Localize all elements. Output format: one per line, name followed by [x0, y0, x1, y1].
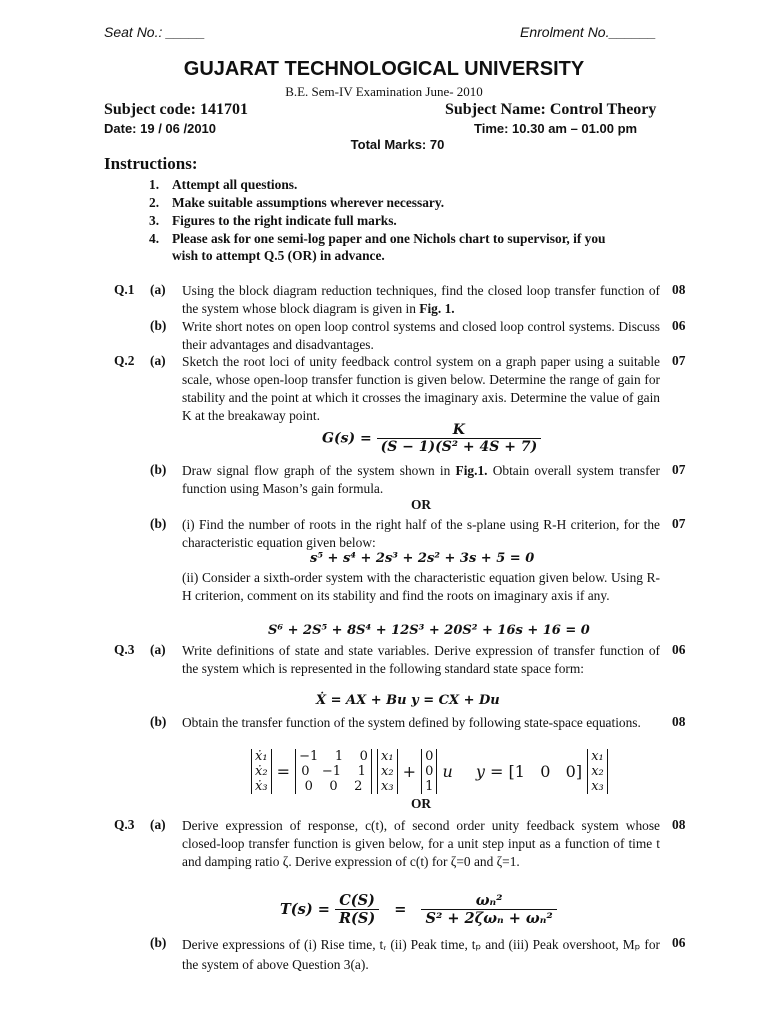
question-text: Obtain the transfer function of the system defined by following state-space equations.: [182, 715, 641, 730]
or-divider: OR: [410, 497, 432, 512]
question-text: Draw signal flow graph of the system shown in Fig.1. Obtain overall system transfer function using Mason’s gain formula.: [182, 463, 660, 496]
instruction-num: 3.: [149, 213, 160, 228]
state-space-equation: Ẋ = AX + Bu y = CX + Du: [316, 693, 500, 708]
question-number: Q.3: [114, 642, 135, 657]
state-vector: x₁ x₂ x₃: [587, 749, 608, 794]
instruction-text: Attempt all questions.: [172, 177, 298, 192]
instruction-text-cont: wish to attempt Q.5 (OR) in advance.: [172, 248, 385, 263]
part-label: (a): [150, 353, 166, 368]
instruction-text: Make suitable assumptions wherever necessary.: [172, 195, 445, 210]
marks: 08: [672, 817, 686, 832]
part-label: (a): [150, 642, 166, 657]
state-space-matrix-equation: ẋ₁ ẋ₂ ẋ₃ = −1 1 0 0 −1 1 0 0 2 x₁ x₂ x₃ + 0 0 1 u y = [1 0 0] x₁ x₂ x₃: [251, 749, 608, 794]
question-text: (i) Find the number of roots in the right half of the s-plane using R-H criterion, for the characteristic equation given below:: [182, 517, 660, 550]
part-label: (b): [150, 935, 167, 950]
university-title: GUJARAT TECHNOLOGICAL UNIVERSITY: [183, 58, 585, 80]
total-marks: Total Marks: 70: [350, 137, 445, 152]
question-text: Write short notes on open loop control systems and closed loop control systems. Discuss their advantages and disadvantages.: [182, 319, 660, 352]
marks: 07: [672, 516, 686, 531]
question-number: Q.2: [114, 353, 135, 368]
or-divider: OR: [410, 796, 432, 811]
closed-loop-transfer-function: T(s) = $\frac{C(S)}{R(S)}$ = $\frac{\text{ωₙ²}}{\text{S² + 2ζωₙ + ωₙ²}}$: [280, 892, 557, 927]
part-label: (a): [150, 282, 166, 297]
state-vector: x₁ x₂ x₃: [377, 749, 398, 794]
instruction-text: Figures to the right indicate full marks.: [172, 213, 397, 228]
characteristic-equation: s⁵ + s⁴ + 2s³ + 2s² + 3s + 5 = 0: [310, 551, 535, 566]
input-matrix-b: 0 0 1: [421, 749, 437, 794]
exam-time: Time: 10.30 am – 01.00 pm: [474, 121, 638, 136]
output-matrix-c: [1 0 0]: [508, 762, 583, 781]
part-label: (b): [150, 516, 167, 531]
marks: 06: [672, 642, 686, 657]
marks: 08: [672, 714, 686, 729]
state-derivative-vector: ẋ₁ ẋ₂ ẋ₃: [251, 749, 272, 794]
exam-date: Date: 19 / 06 /2010: [104, 121, 217, 136]
marks: 06: [672, 318, 686, 333]
seat-number-label: Seat No.: _____: [104, 24, 206, 40]
transfer-function-equation: G(s) = $\frac{K}{\text{(S − 1)(S² + 4S + 7)}}$: [322, 422, 541, 455]
question-text: Derive expressions of (i) Rise time, tᵣ (ii) Peak time, tₚ and (iii) Peak overshoot, Mₚ for the system of above Question 3(a).: [182, 937, 660, 972]
part-label: (b): [150, 318, 167, 333]
enrolment-number-label: Enrolment No.______: [520, 24, 657, 40]
marks: 07: [672, 353, 686, 368]
question-number: Q.3: [114, 817, 135, 832]
instruction-num: 1.: [149, 177, 160, 192]
instruction-num: 4.: [149, 231, 160, 246]
instruction-text: Please ask for one semi-log paper and one Nichols chart to supervisor, if you: [172, 231, 606, 246]
marks: 07: [672, 462, 686, 477]
question-text: (ii) Consider a sixth-order system with the characteristic equation given below. Using R-H criterion, comment on its stability and find the roots on imaginary axis if any.: [182, 570, 660, 603]
exam-title: B.E. Sem-IV Examination June- 2010: [285, 84, 483, 99]
characteristic-equation: S⁶ + 2S⁵ + 8S⁴ + 12S³ + 20S² + 16s + 16 = 0: [268, 623, 590, 638]
question-text: Derive expression of response, c(t), of second order unity feedback system whose closed-loop transfer function is given below, for a unit step input as a function of time t and damping ratio ζ. Derive expression of c(t) for ζ=0 and ζ=1.: [182, 818, 660, 869]
instructions-title: Instructions:: [104, 154, 198, 173]
question-text: Sketch the root loci of unity feedback control system on a graph paper using a suitable scale, whose open-loop transfer function is given below. Determine the range of gain for stability and the point at which it crosses the imaginary axis. Determine the value of gain K at the breakaway point.: [182, 354, 660, 423]
instruction-num: 2.: [149, 195, 160, 210]
subject-name: Subject Name: Control Theory: [445, 101, 657, 118]
question-text: Using the block diagram reduction techniques, find the closed loop transfer function of the system whose block diagram is given in Fig. 1.: [182, 283, 660, 316]
marks: 08: [672, 282, 686, 297]
subject-code: Subject code: 141701: [104, 101, 248, 118]
question-number: Q.1: [114, 282, 135, 297]
question-text: Write definitions of state and state variables. Derive expression of transfer function of the system which is represented in the following standard state space form:: [182, 643, 660, 676]
part-label: (a): [150, 817, 166, 832]
marks: 06: [672, 935, 686, 950]
part-label: (b): [150, 714, 167, 729]
part-label: (b): [150, 462, 167, 477]
system-matrix-a: −1 1 0 0 −1 1 0 0 2: [295, 749, 372, 794]
